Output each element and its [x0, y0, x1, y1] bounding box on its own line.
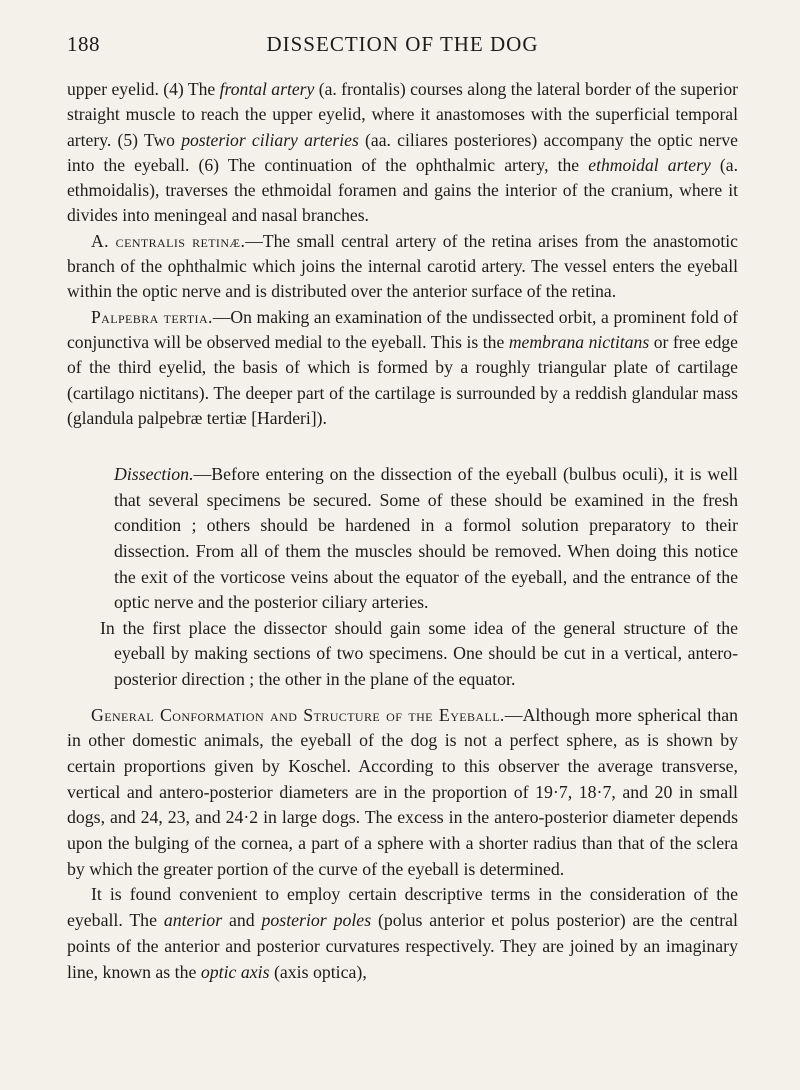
- dissection-heading: Dissection.: [114, 464, 194, 485]
- page-number: 188: [67, 32, 100, 56]
- text-run: (polus anterior et polus posterior) are the central points of the anterior and posterior curvatures respectively. They are joined by an imaginary line, known as the: [67, 910, 738, 982]
- term-posterior-ciliary-arteries: posterior ciliary arteries: [181, 129, 359, 150]
- section-heading: General Conformation and Structure of the Eyeball.: [91, 704, 505, 725]
- paragraph-palpebra-tertia: [67, 305, 738, 431]
- dissection-instructions: [67, 462, 738, 692]
- text-run: (a. ethmoidalis), traverses the ethmoidal foramen and gains the interior of the cranium, where it divides into meningeal and nasal branches.: [67, 154, 738, 226]
- text-run: upper eyelid. (4) The: [67, 79, 220, 99]
- page-body: [67, 77, 738, 985]
- page-header: [67, 32, 738, 60]
- term-membrana-nictitans: membrana nictitans: [508, 331, 650, 352]
- term-optic-axis: optic axis: [200, 961, 270, 982]
- running-title: DISSECTION OF THE DOG: [266, 32, 539, 56]
- term-anterior: anterior: [163, 910, 223, 931]
- section-heading: Palpebra tertia.: [91, 306, 213, 327]
- term-posterior-poles: posterior poles: [261, 910, 372, 931]
- paragraph-arteries: [67, 77, 738, 229]
- text-run: In the first place the dissector should gain some idea of the general structure of the eyeball by making sections of two specimens. One should be cut in a vertical, antero-posterior direction ; the other in the plane of the equator.: [100, 617, 738, 689]
- paragraph-general-conformation: [67, 703, 738, 883]
- text-run: —The small central artery of the retina arises from the anastomotic branch of the ophthalmic which joins the internal carotid artery. The vessel enters the eyeball within the optic nerve and is distributed over the anterior surface of the retina.: [67, 230, 738, 302]
- spacer: [67, 431, 738, 462]
- term-ethmoidal-artery: ethmoidal artery: [588, 154, 711, 175]
- text-run: (a. frontalis) courses along the lateral border of the superior straight muscle to reach the upper eyelid, where it anastomoses with the superficial temporal artery. (5) Two: [67, 79, 738, 150]
- paragraph-dissection-sections: [100, 616, 738, 693]
- text-run: (aa. ciliares posteriores) accompany the optic nerve into the eyeball. (6) The continuation of the ophthalmic artery, the: [67, 129, 738, 175]
- text-run: or free edge of the third eyelid, the basis of which is formed by a roughly triangular plate of cartilage (cartilago nictitans). The deeper part of the cartilage is surrounded by a reddish glandular mass (glandula palpebræ tertiæ [Harderi]).: [67, 331, 738, 428]
- paragraph-dissection: [114, 462, 738, 616]
- text-run: —Although more spherical than in other domestic animals, the eyeball of the dog is not a perfect sphere, as is shown by certain proportions given by Koschel. According to this observer the average transverse, vertical and antero-posterior diameters are in the proportion of 19·7, 18·7, and 20 in small dogs, and 24, 23, and 24·2 in large dogs. The excess in the antero-posterior diameter depends upon the bulging of the cornea, a part of a sphere with a shorter radius than that of the sclera by which the greater portion of the curve of the eyeball is determined.: [67, 704, 739, 879]
- text-run: (axis optica),: [269, 961, 367, 982]
- term-frontal-artery: frontal artery: [219, 79, 315, 99]
- paragraph-centralis-retinae: [67, 229, 738, 305]
- text-run: —Before entering on the dissection of the eyeball (bulbus oculi), it is well that several specimens be secured. Some of these should be examined in the fresh condition ; others should be hardened in a formol solution preparatory to their dissection. From all of them the muscles should be removed. When doing this notice the exit of the vorticose veins about the equator of the eyeball, and the entrance of the optic nerve and the posterior ciliary arteries.: [114, 464, 738, 613]
- paragraph-descriptive-terms: [67, 882, 738, 985]
- lower-section: [67, 703, 738, 986]
- section-heading: A. centralis retinæ.: [91, 230, 246, 251]
- text-run: —On making an examination of the undissected orbit, a prominent fold of conjunctiva will be observed medial to the eyeball. This is the: [67, 306, 738, 352]
- text-run: and: [222, 910, 262, 931]
- text-run: It is found convenient to employ certain descriptive terms in the consideration of the eyeball. The: [67, 884, 738, 931]
